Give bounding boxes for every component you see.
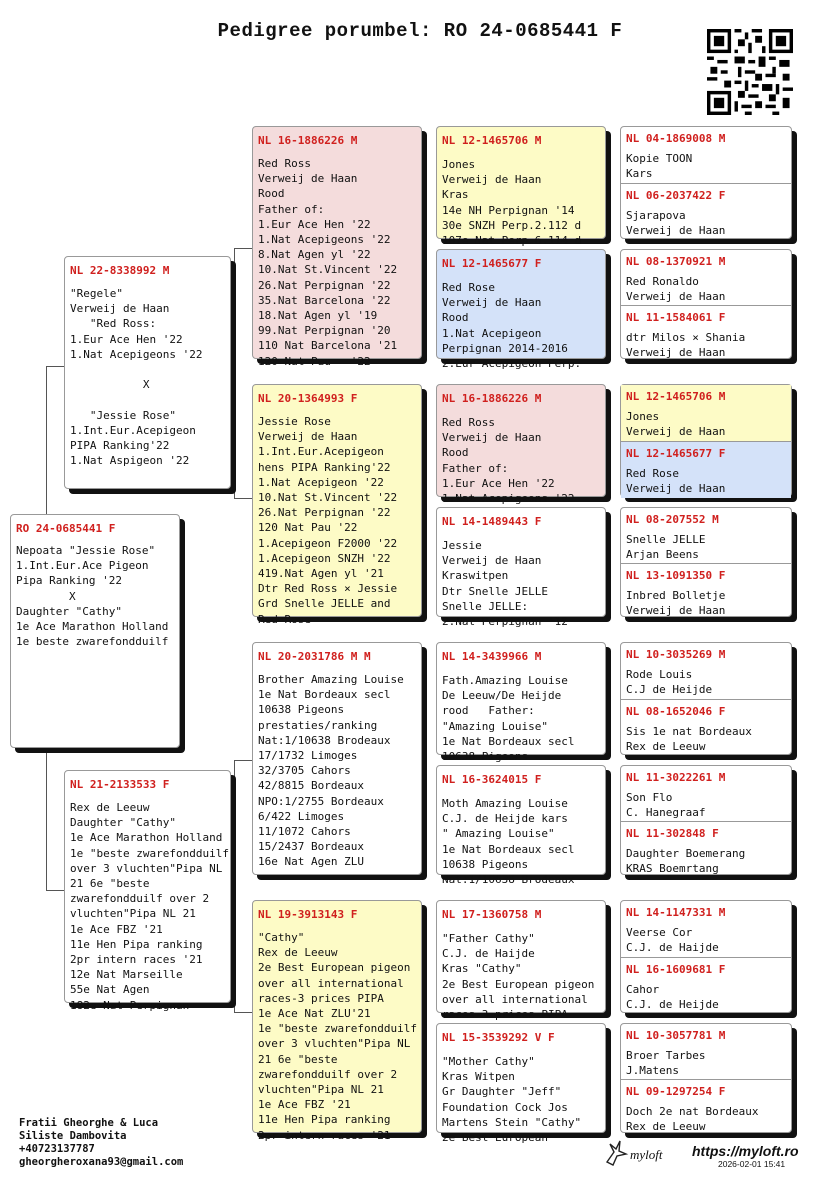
ring-number: NL 08-207552 M — [626, 513, 719, 526]
pedigree-entry-gen5[interactable] — [621, 250, 791, 305]
ring-number: NL 04-1869008 M — [626, 132, 726, 145]
ring-number: NL 16-1886226 M — [442, 392, 542, 405]
ring-number: NL 09-1297254 F — [626, 1085, 726, 1098]
pedigree-entry-gen5[interactable] — [621, 821, 791, 876]
pedigree-card-gen5-pair — [620, 384, 792, 497]
logo-text: myloft — [630, 1147, 663, 1162]
pedigree-entry-gen5[interactable] — [621, 699, 791, 756]
ring-number: NL 12-1465706 M — [442, 134, 542, 147]
pedigree-card-subject[interactable] — [10, 514, 180, 748]
ring-number: NL 15-3539292 V F — [442, 1031, 555, 1044]
pedigree-entry-gen5[interactable] — [621, 766, 791, 821]
ring-number: NL 10-3057781 M — [626, 1029, 726, 1042]
pedigree-card-gen4[interactable] — [436, 900, 606, 1022]
pedigree-card-paternal-grandfather[interactable] — [252, 126, 422, 368]
pedigree-card-gen4[interactable] — [436, 642, 606, 764]
pigeon-details: Broer Tarbes J.Matens — [626, 1049, 706, 1077]
connector-line — [234, 498, 252, 499]
ring-number: NL 06-2037422 F — [626, 189, 726, 202]
pedigree-card-gen4[interactable] — [436, 1023, 606, 1145]
pigeon-details: Inbred Bolletje Verweij de Haan — [626, 589, 726, 617]
ring-number: NL 13-1091350 F — [626, 569, 726, 582]
pedigree-card-mother[interactable] — [64, 770, 231, 1012]
ring-number: NL 22-8338992 M — [70, 264, 170, 277]
pedigree-entry-gen5[interactable] — [621, 385, 791, 441]
ring-number: NL 10-3035269 M — [626, 648, 726, 661]
pigeon-details: Jessie Verweij de Haan Kraswitpen Dtr Snelle JELLE Snelle JELLE: 2.Nat Perpignan '12 — [442, 539, 568, 629]
pedigree-entry-gen5[interactable] — [621, 957, 791, 1014]
pigeon-details: Red Rose Verweij de Haan — [626, 467, 726, 495]
ring-number: NL 16-1886226 M — [258, 134, 358, 147]
connector-line — [234, 248, 252, 249]
pedigree-card-gen4[interactable] — [436, 507, 606, 629]
pigeon-details: Sjarapova Verweij de Haan — [626, 209, 726, 237]
connector-line — [234, 760, 235, 1012]
ring-number: RO 24-0685441 F — [16, 522, 116, 535]
pedigree-card-gen5-pair — [620, 1023, 792, 1133]
pedigree-card-gen4[interactable] — [436, 126, 606, 248]
pedigree-entry-gen5[interactable] — [621, 183, 791, 240]
pigeon-details: Jones Verweij de Haan — [626, 410, 726, 438]
pedigree-card-gen4[interactable] — [436, 384, 606, 506]
ring-number: NL 11-3022261 M — [626, 771, 726, 784]
pigeon-details: Daughter Boemerang KRAS Boemrtang — [626, 847, 746, 875]
pigeon-details: Veerse Cor C.J. de Haijde — [626, 926, 719, 954]
connector-line — [46, 366, 64, 367]
ring-number: NL 16-1609681 F — [626, 963, 726, 976]
ring-number: NL 20-1364993 F — [258, 392, 358, 405]
ring-number: NL 14-3439966 M — [442, 650, 542, 663]
pedigree-card-gen4[interactable] — [436, 765, 606, 887]
pedigree-card-gen5-pair — [620, 765, 792, 875]
pedigree-entry-gen5[interactable] — [621, 127, 791, 183]
print-date: 2026-02-01 15:41 — [718, 1159, 786, 1169]
connector-line — [234, 1012, 252, 1013]
pedigree-card-gen5-pair — [620, 900, 792, 1013]
pedigree-entry-gen5[interactable] — [621, 1079, 791, 1134]
pigeon-details: Fath.Amazing Louise De Leeuw/De Heijde rood Father: "Amazing Louise" 1e Nat Bordeaux secl 10638 Pigeons — [442, 674, 575, 764]
pigeon-details: dtr Milos × Shania Verweij de Haan — [626, 331, 746, 359]
pedigree-card-maternal-grandfather[interactable] — [252, 642, 422, 875]
pedigree-card-gen5-pair — [620, 507, 792, 617]
qr-code — [707, 29, 793, 115]
pigeon-details: Red Ronaldo Verweij de Haan — [626, 275, 726, 303]
myloft-logo — [604, 1138, 674, 1168]
ring-number: NL 11-302848 F — [626, 827, 719, 840]
pigeon-details: Doch 2e nat Bordeaux Rex de Leeuw — [626, 1105, 759, 1133]
website-link[interactable]: https://myloft.ro — [692, 1143, 799, 1159]
pedigree-card-paternal-grandmother[interactable] — [252, 384, 422, 626]
pedigree-entry-gen5[interactable] — [621, 563, 791, 618]
ring-number: NL 12-1465677 F — [442, 257, 542, 270]
pigeon-details: "Regele" Verweij de Haan "Red Ross: 1.Eur Ace Hen '22 1.Nat Acepigeons '22 X "Jessie Rose" 1.Int.Eur.Acepigeon PIPA Ranking'22 1.Nat Aspigeon '22 — [70, 287, 203, 468]
pedigree-card-father[interactable] — [64, 256, 231, 489]
pigeon-details: Cahor C.J. de Heijde — [626, 983, 719, 1011]
ring-number: NL 14-1489443 F — [442, 515, 542, 528]
connector-line — [46, 750, 47, 890]
ring-number: NL 19-3913143 F — [258, 908, 358, 921]
pigeon-details: "Father Cathy" C.J. de Haijde Kras "Cathy" 2e Best European pigeon over all international races-3 prices PIPA — [442, 932, 595, 1022]
pedigree-entry-gen5[interactable] — [621, 1024, 791, 1079]
pigeon-details: Red Rose Verweij de Haan Rood 1.Nat Acepigeon Perpignan 2014-2016 2.Eur Acepigeon Perp. — [442, 281, 582, 371]
pedigree-card-gen5-pair — [620, 642, 792, 755]
pedigree-card-gen4[interactable] — [436, 249, 606, 371]
ring-number: NL 17-1360758 M — [442, 908, 542, 921]
page-title: Pedigree porumbel: RO 24-0685441 F — [217, 20, 623, 42]
ring-number: NL 21-2133533 F — [70, 778, 170, 791]
ring-number: NL 11-1584061 F — [626, 311, 726, 324]
pigeon-details: Jessie Rose Verweij de Haan 1.Int.Eur.Acepigeon hens PIPA Ranking'22 1.Nat Acepigeon '22 10.Nat St.Vincent '22 26.Nat Perpignan '22 120 Nat Pau '22 1.Acepigeon F2000 '22 1.Acepigeon SNZH '22 419.Nat Agen yl '21 Dtr Red Ross × Jessie Grd Snelle JELLE and Red Rose — [258, 415, 398, 626]
pedigree-entry-gen5[interactable] — [621, 508, 791, 563]
pigeon-details: Nepoata "Jessie Rose" 1.Int.Eur.Ace Pigeon Pipa Ranking '22 X Daughter "Cathy" 1e Ace Marathon Holland 1e beste zwarefondduilf — [16, 544, 169, 649]
connector-line — [46, 890, 64, 891]
pigeon-logo-icon — [604, 1138, 630, 1168]
pedigree-entry-gen5[interactable] — [621, 901, 791, 957]
pigeon-details: Snelle JELLE Arjan Beens — [626, 533, 706, 561]
pedigree-entry-gen5[interactable] — [621, 643, 791, 699]
pigeon-details: Red Ross Verweij de Haan Rood Father of: 1.Eur Ace Hen '22 1.Nat Acepigeons '22 8.Nat Agen yl '22 10.Nat St.Vincent '22 26.Nat Perpignan '22 35.Nat Barcelona '22 18.Nat Agen yl '19 99.Nat Perpignan '20 110 Nat Barcelona '21 120 Nat Pau '22 — [258, 157, 398, 368]
connector-line — [234, 760, 252, 761]
pigeon-details: "Mother Cathy" Kras Witpen Gr Daughter "Jeff" Foundation Cock Jos Martens Stein "Cathy" 2e Best European — [442, 1055, 582, 1145]
pigeon-details: Moth Amazing Louise C.J. de Heijde kars " Amazing Louise" 1e Nat Bordeaux secl 10638 Pigeons Nat:1/10638 Brodeaux — [442, 797, 575, 887]
ring-number: NL 14-1147331 M — [626, 906, 726, 919]
pigeon-details: Sis 1e nat Bordeaux Rex de Leeuw — [626, 725, 752, 753]
pigeon-details: Red Ross Verweij de Haan Rood Father of: 1.Eur Ace Hen '22 1.Nat Acepigeons '22 — [442, 416, 575, 506]
ring-number: NL 08-1652046 F — [626, 705, 726, 718]
pedigree-card-gen5-pair — [620, 249, 792, 359]
connector-line — [234, 248, 235, 498]
pigeon-details: Rode Louis C.J de Heijde — [626, 668, 713, 696]
ring-number: NL 20-2031786 M M — [258, 650, 371, 663]
pedigree-card-gen5-pair — [620, 126, 792, 239]
pigeon-details: "Cathy" Rex de Leeuw 2e Best European pigeon over all international races-3 prices PIPA 1e Ace Nat ZLU'21 1e "beste zwarefondduilf over 3 vluchten"Pipa NL 21 6e "beste zwarefondduilf over 2 vluchten"Pipa NL 21 1e Ace FBZ '21 11e Hen Pipa ranking 2pr intern races '21 — [258, 931, 417, 1142]
pedigree-entry-gen5[interactable] — [621, 441, 791, 498]
ring-number: NL 12-1465677 F — [626, 447, 726, 460]
pigeon-details: Brother Amazing Louise 1e Nat Bordeaux secl 10638 Pigeons prestaties/ranking Nat:1/10638 Brodeaux 17/1732 Limoges 32/3705 Cahors 42/8815 Bordeaux NPO:1/2755 Bordeaux 6/422 Limoges 11/1072 Cahors 15/2437 Bordeaux 16e Nat Agen ZLU — [258, 673, 404, 869]
ring-number: NL 16-3624015 F — [442, 773, 542, 786]
pigeon-details: Son Flo C. Hanegraaf — [626, 791, 706, 819]
pigeon-details: Kopie TOON Kars — [626, 152, 693, 180]
pedigree-card-maternal-grandmother[interactable] — [252, 900, 422, 1142]
pigeon-details: Jones Verweij de Haan Kras 14e NH Perpignan '14 30e SNZH Perp.2.112 d 107e Nat Perp.6.114 d — [442, 158, 582, 248]
connector-line — [46, 366, 47, 516]
owner-contact: Fratii Gheorghe & Luca Siliste Dambovita +40723137787 gheorgheroxana93@gmail.com — [19, 1117, 184, 1168]
ring-number: NL 12-1465706 M — [626, 390, 726, 403]
ring-number: NL 08-1370921 M — [626, 255, 726, 268]
pedigree-entry-gen5[interactable] — [621, 305, 791, 360]
pigeon-details: Rex de Leeuw Daughter "Cathy" 1e Ace Marathon Holland 1e "beste zwarefondduilf over 3 vluchten"Pipa NL 21 6e "beste zwarefondduilf over 2 vluchten"Pipa NL 21 1e Ace FBZ '21 11e Hen Pipa ranking 2pr intern races '21 12e Nat Marseille 55e Nat Agen 182e Nat Perpignan — [70, 801, 229, 1012]
